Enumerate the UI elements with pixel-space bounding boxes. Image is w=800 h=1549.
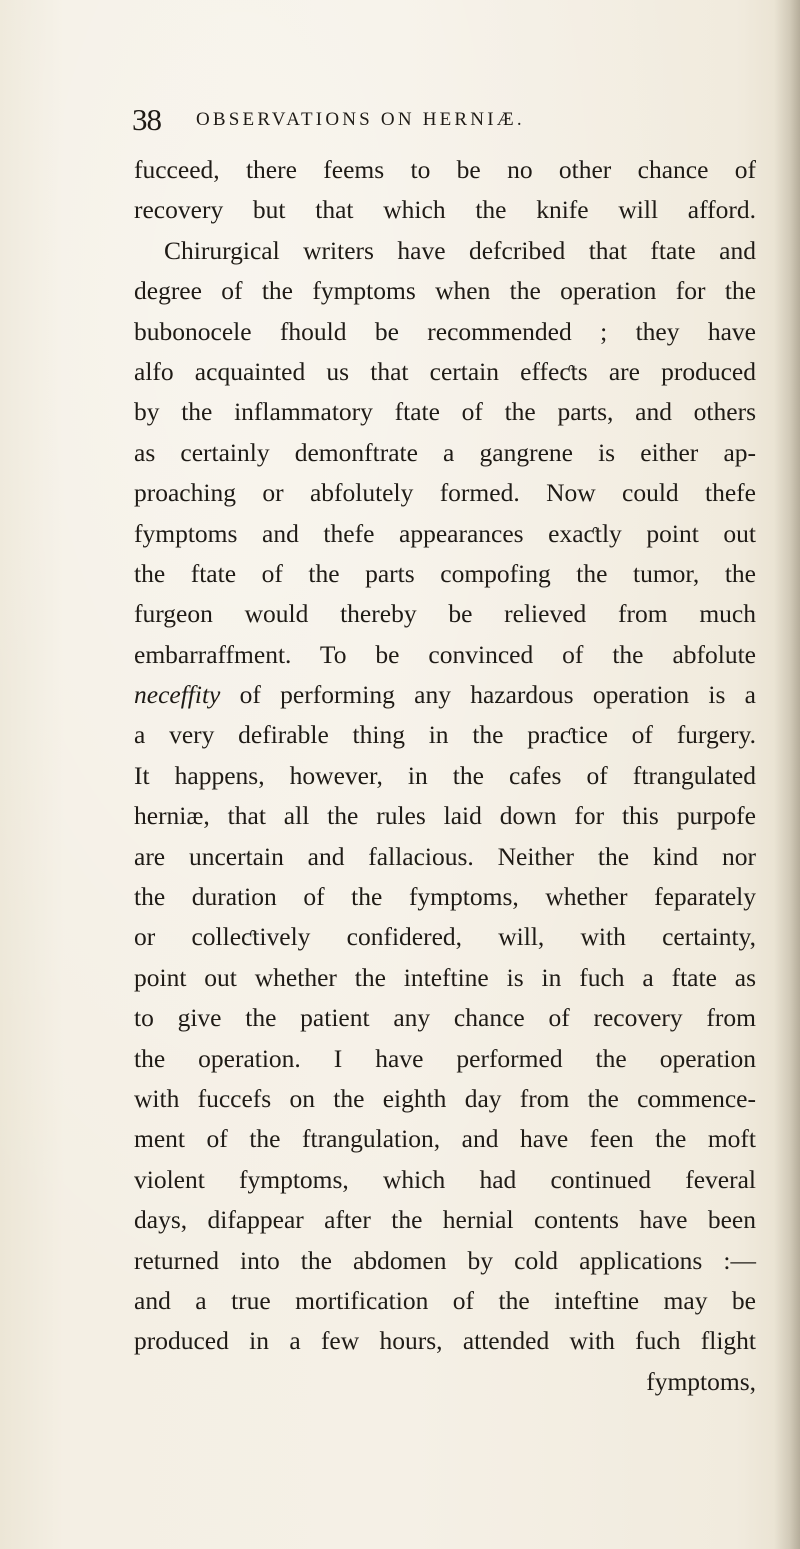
text-line: and a true mortification of the inteftine may be	[134, 1285, 756, 1315]
text-line: It happens, however, in the cafes of ftrangulated	[134, 760, 756, 790]
text-line: the operation. I have performed the operation	[134, 1043, 756, 1073]
text-line: Chirurgical writers have defcribed that ftate and	[164, 235, 756, 265]
text-line: fucceed, there feems to be no other chance of	[134, 155, 756, 184]
text-line: degree of the fymptoms when the operation for the	[134, 276, 756, 306]
body-text	[134, 150, 756, 1402]
text-line: embarraffment. To be convinced of the abfolute	[134, 639, 756, 669]
text-line: or colleƈtively confidered, will, with certainty,	[134, 922, 756, 952]
text-line: with fuccefs on the eighth day from the commence-	[134, 1083, 756, 1113]
text-line: the duration of the fymptoms, whether feparately	[134, 882, 756, 912]
text-line: bubonocele fhould be recommended ; they have	[134, 316, 756, 346]
text-line: violent fymptoms, which had continued feveral	[134, 1164, 756, 1194]
text-line: herniæ, that all the rules laid down for this purpofe	[134, 801, 756, 831]
text-line: neceffity of performing any hazardous operation is a	[134, 680, 756, 710]
text-line: point out whether the inteftine is in fuch a ftate as	[134, 962, 756, 992]
text-line: fymptoms and thefe appearances exaƈtly point out	[134, 518, 756, 548]
text-line: are uncertain and fallacious. Neither the kind nor	[134, 841, 756, 871]
running-head: OBSERVATIONS ON HERNIÆ.	[196, 109, 525, 130]
text-line: days, difappear after the hernial contents have been	[134, 1205, 756, 1235]
text-line: a very defirable thing in the praƈtice of furgery.	[134, 720, 756, 750]
text-line: by the inflammatory ftate of the parts, and others	[134, 397, 756, 427]
text-line: recovery but that which the knife will afford.	[134, 195, 756, 225]
text-line: furgeon would thereby be relieved from much	[134, 599, 756, 629]
text-line: to give the patient any chance of recovery from	[134, 1003, 756, 1033]
binding-shadow	[774, 0, 800, 1549]
text-line: alfo acquainted us that certain effeƈts are produced	[134, 356, 756, 386]
text-line: returned into the abdomen by cold applications :—	[134, 1245, 756, 1275]
page-header	[132, 100, 742, 140]
text-line: ment of the ftrangulation, and have feen the moft	[134, 1124, 756, 1154]
text-line: proaching or abfolutely formed. Now could thefe	[134, 478, 756, 508]
text-line: the ftate of the parts compofing the tumor, the	[134, 558, 756, 588]
page-number: 38	[132, 102, 161, 137]
text-line: as certainly demonftrate a gangrene is either ap-	[134, 437, 756, 467]
catchword-line: fymptoms,	[646, 1366, 756, 1396]
text-line: produced in a few hours, attended with fuch flight	[134, 1326, 756, 1356]
